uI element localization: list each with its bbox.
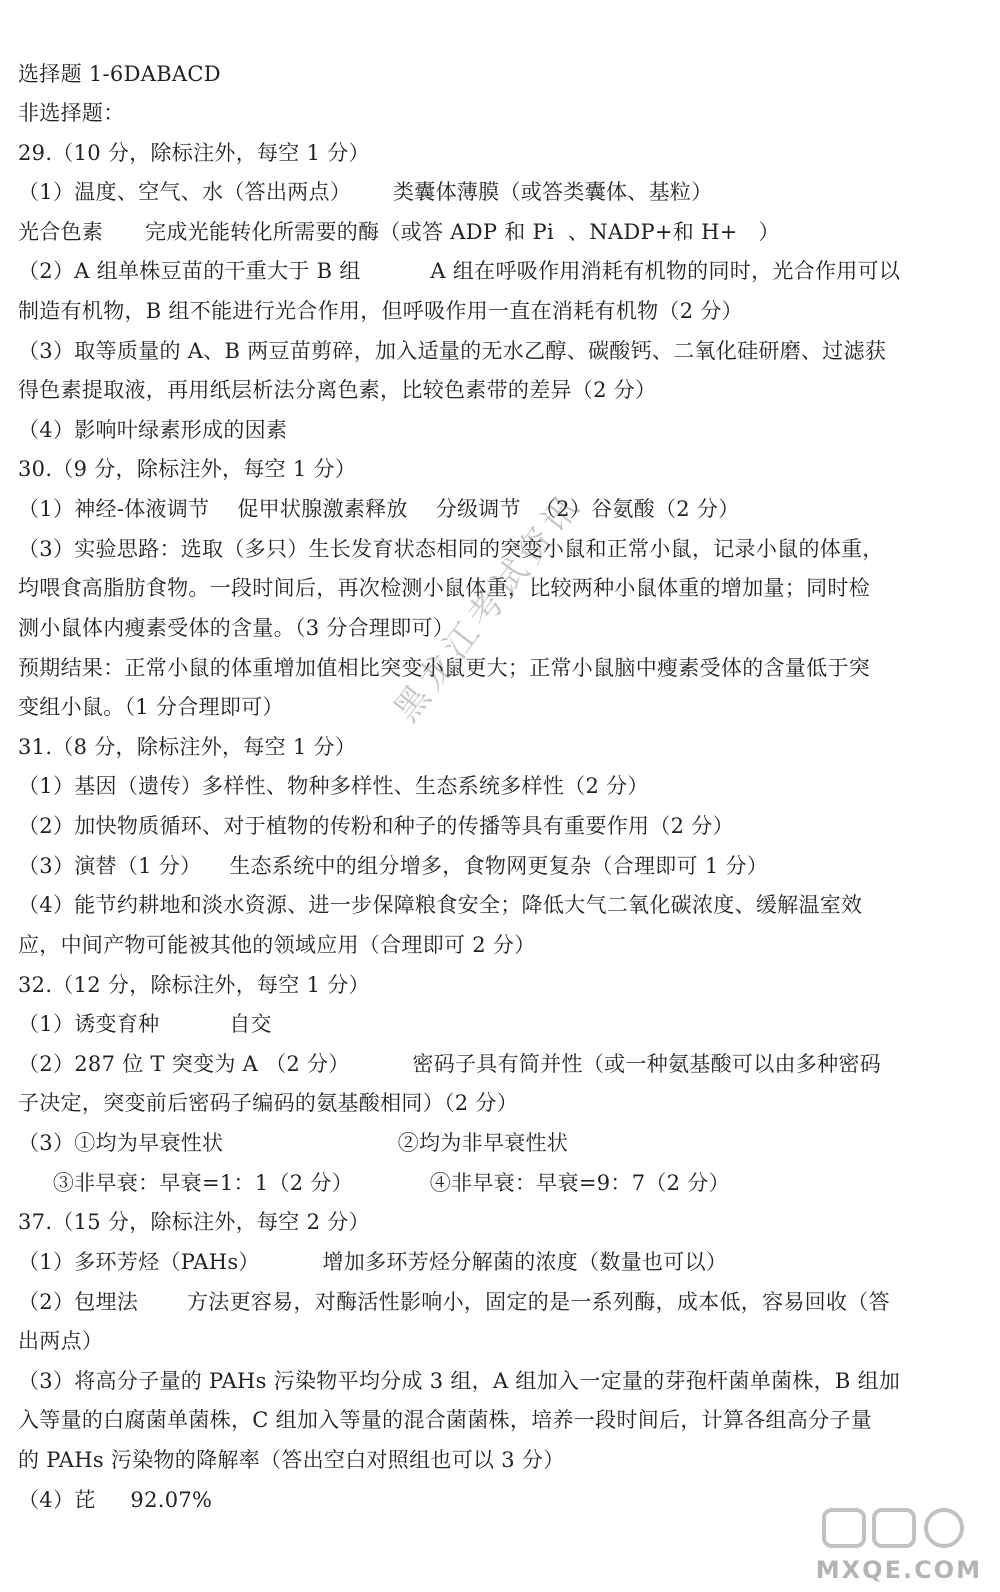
text-line: （3）实验思路：选取（多只）生长发育状态相同的突变小鼠和正常小鼠，记录小鼠的体重， — [18, 537, 884, 561]
text-line: （4）芘 92.07% — [18, 1488, 213, 1512]
text-line: 变组小鼠。（1 分合理即可） — [18, 695, 284, 719]
text-line: （1）多环芳烃（PAHs） 增加多环芳烃分解菌的浓度（数量也可以） — [18, 1250, 728, 1274]
text-line: （3）取等质量的 A、B 两豆苗剪碎，加入适量的无水乙醇、碳酸钙、二氧化硅研磨、过滤获 — [18, 339, 887, 363]
text-line: （3）将高分子量的 PAHs 污染物平均分成 3 组，A 组加入一定量的芽孢杆菌单菌株，B 组加 — [18, 1369, 901, 1393]
text-line: 测小鼠体内瘦素受体的含量。（3 分合理即可） — [18, 616, 455, 640]
text-line: （2）加快物质循环、对于植物的传粉和种子的传播等具有重要作用（2 分） — [18, 814, 734, 838]
text-line: （2）A 组单株豆苗的干重大于 B 组 A 组在呼吸作用消耗有机物的同时，光合作用可以 — [18, 259, 901, 283]
text-line: 预期结果：正常小鼠的体重增加值相比突变小鼠更大；正常小鼠脑中瘦素受体的含量低于突 — [18, 656, 870, 680]
text-line: （2）287 位 T 突变为 A （2 分） 密码子具有简并性（或一种氨基酸可以由多种密码 — [18, 1052, 882, 1076]
text-line: （1）神经-体液调节 促甲状腺激素释放 分级调节 （2）谷氨酸（2 分） — [18, 497, 740, 521]
logo-text: MXQE.COM — [815, 1556, 982, 1584]
text-line: 制造有机物，B 组不能进行光合作用，但呼吸作用一直在消耗有机物（2 分） — [18, 299, 743, 323]
text-line: ③非早衰：早衰=1：1（2 分） ④非早衰：早衰=9：7（2 分） — [18, 1171, 730, 1195]
text-line: 的 PAHs 污染物的降解率（答出空白对照组也可以 3 分） — [18, 1448, 565, 1472]
text-line: （1）温度、空气、水（答出两点） 类囊体薄膜（或答类囊体、基粒） — [18, 180, 713, 204]
site-logo — [812, 1504, 982, 1584]
text-line: 32.（12 分，除标注外，每空 1 分） — [18, 973, 370, 997]
text-line: 得色素提取液，再用纸层析法分离色素，比较色素带的差异（2 分） — [18, 378, 657, 402]
text-line: （3）演替（1 分） 生态系统中的组分增多，食物网更复杂（合理即可 1 分） — [18, 854, 769, 878]
text-line: 选择题 1-6DABACD — [18, 62, 221, 86]
text-line: 29.（10 分，除标注外，每空 1 分） — [18, 141, 370, 165]
text-line: 非选择题： — [18, 101, 125, 125]
diagonal-watermark: 黑龙江考试资讯 — [386, 484, 591, 730]
text-line: 应，中间产物可能被其他的领域应用（合理即可 2 分） — [18, 933, 536, 957]
text-line: （4）能节约耕地和淡水资源、进一步保障粮食安全；降低大气二氧化碳浓度、缓解温室效 — [18, 893, 863, 917]
text-line: 出两点） — [18, 1329, 104, 1353]
text-line: 入等量的白腐菌单菌株，C 组加入等量的混合菌菌株，培养一段时间后，计算各组高分子量 — [18, 1408, 873, 1432]
text-line: 光合色素 完成光能转化所需要的酶（或答 ADP 和 Pi 、NADP+和 H+ ） — [18, 220, 780, 244]
text-line: 子决定，突变前后密码子编码的氨基酸相同）（2 分） — [18, 1091, 519, 1115]
text-line: （2）包埋法 方法更容易，对酶活性影响小，固定的是一系列酶，成本低，容易回收（答 — [18, 1290, 890, 1314]
text-line: （1）诱变育种 自交 — [18, 1012, 272, 1036]
text-line: 均喂食高脂肪食物。一段时间后，再次检测小鼠体重，比较两种小鼠体重的增加量；同时检 — [18, 576, 870, 600]
text-line: 31.（8 分，除标注外，每空 1 分） — [18, 735, 357, 759]
text-line: （4）影响叶绿素形成的因素 — [18, 418, 288, 442]
text-line: （1）基因（遗传）多样性、物种多样性、生态系统多样性（2 分） — [18, 774, 649, 798]
text-line: （3）①均为早衰性状 ②均为非早衰性状 — [18, 1131, 569, 1155]
text-line: 37.（15 分，除标注外，每空 2 分） — [18, 1210, 370, 1234]
text-line: 30.（9 分，除标注外，每空 1 分） — [18, 457, 357, 481]
